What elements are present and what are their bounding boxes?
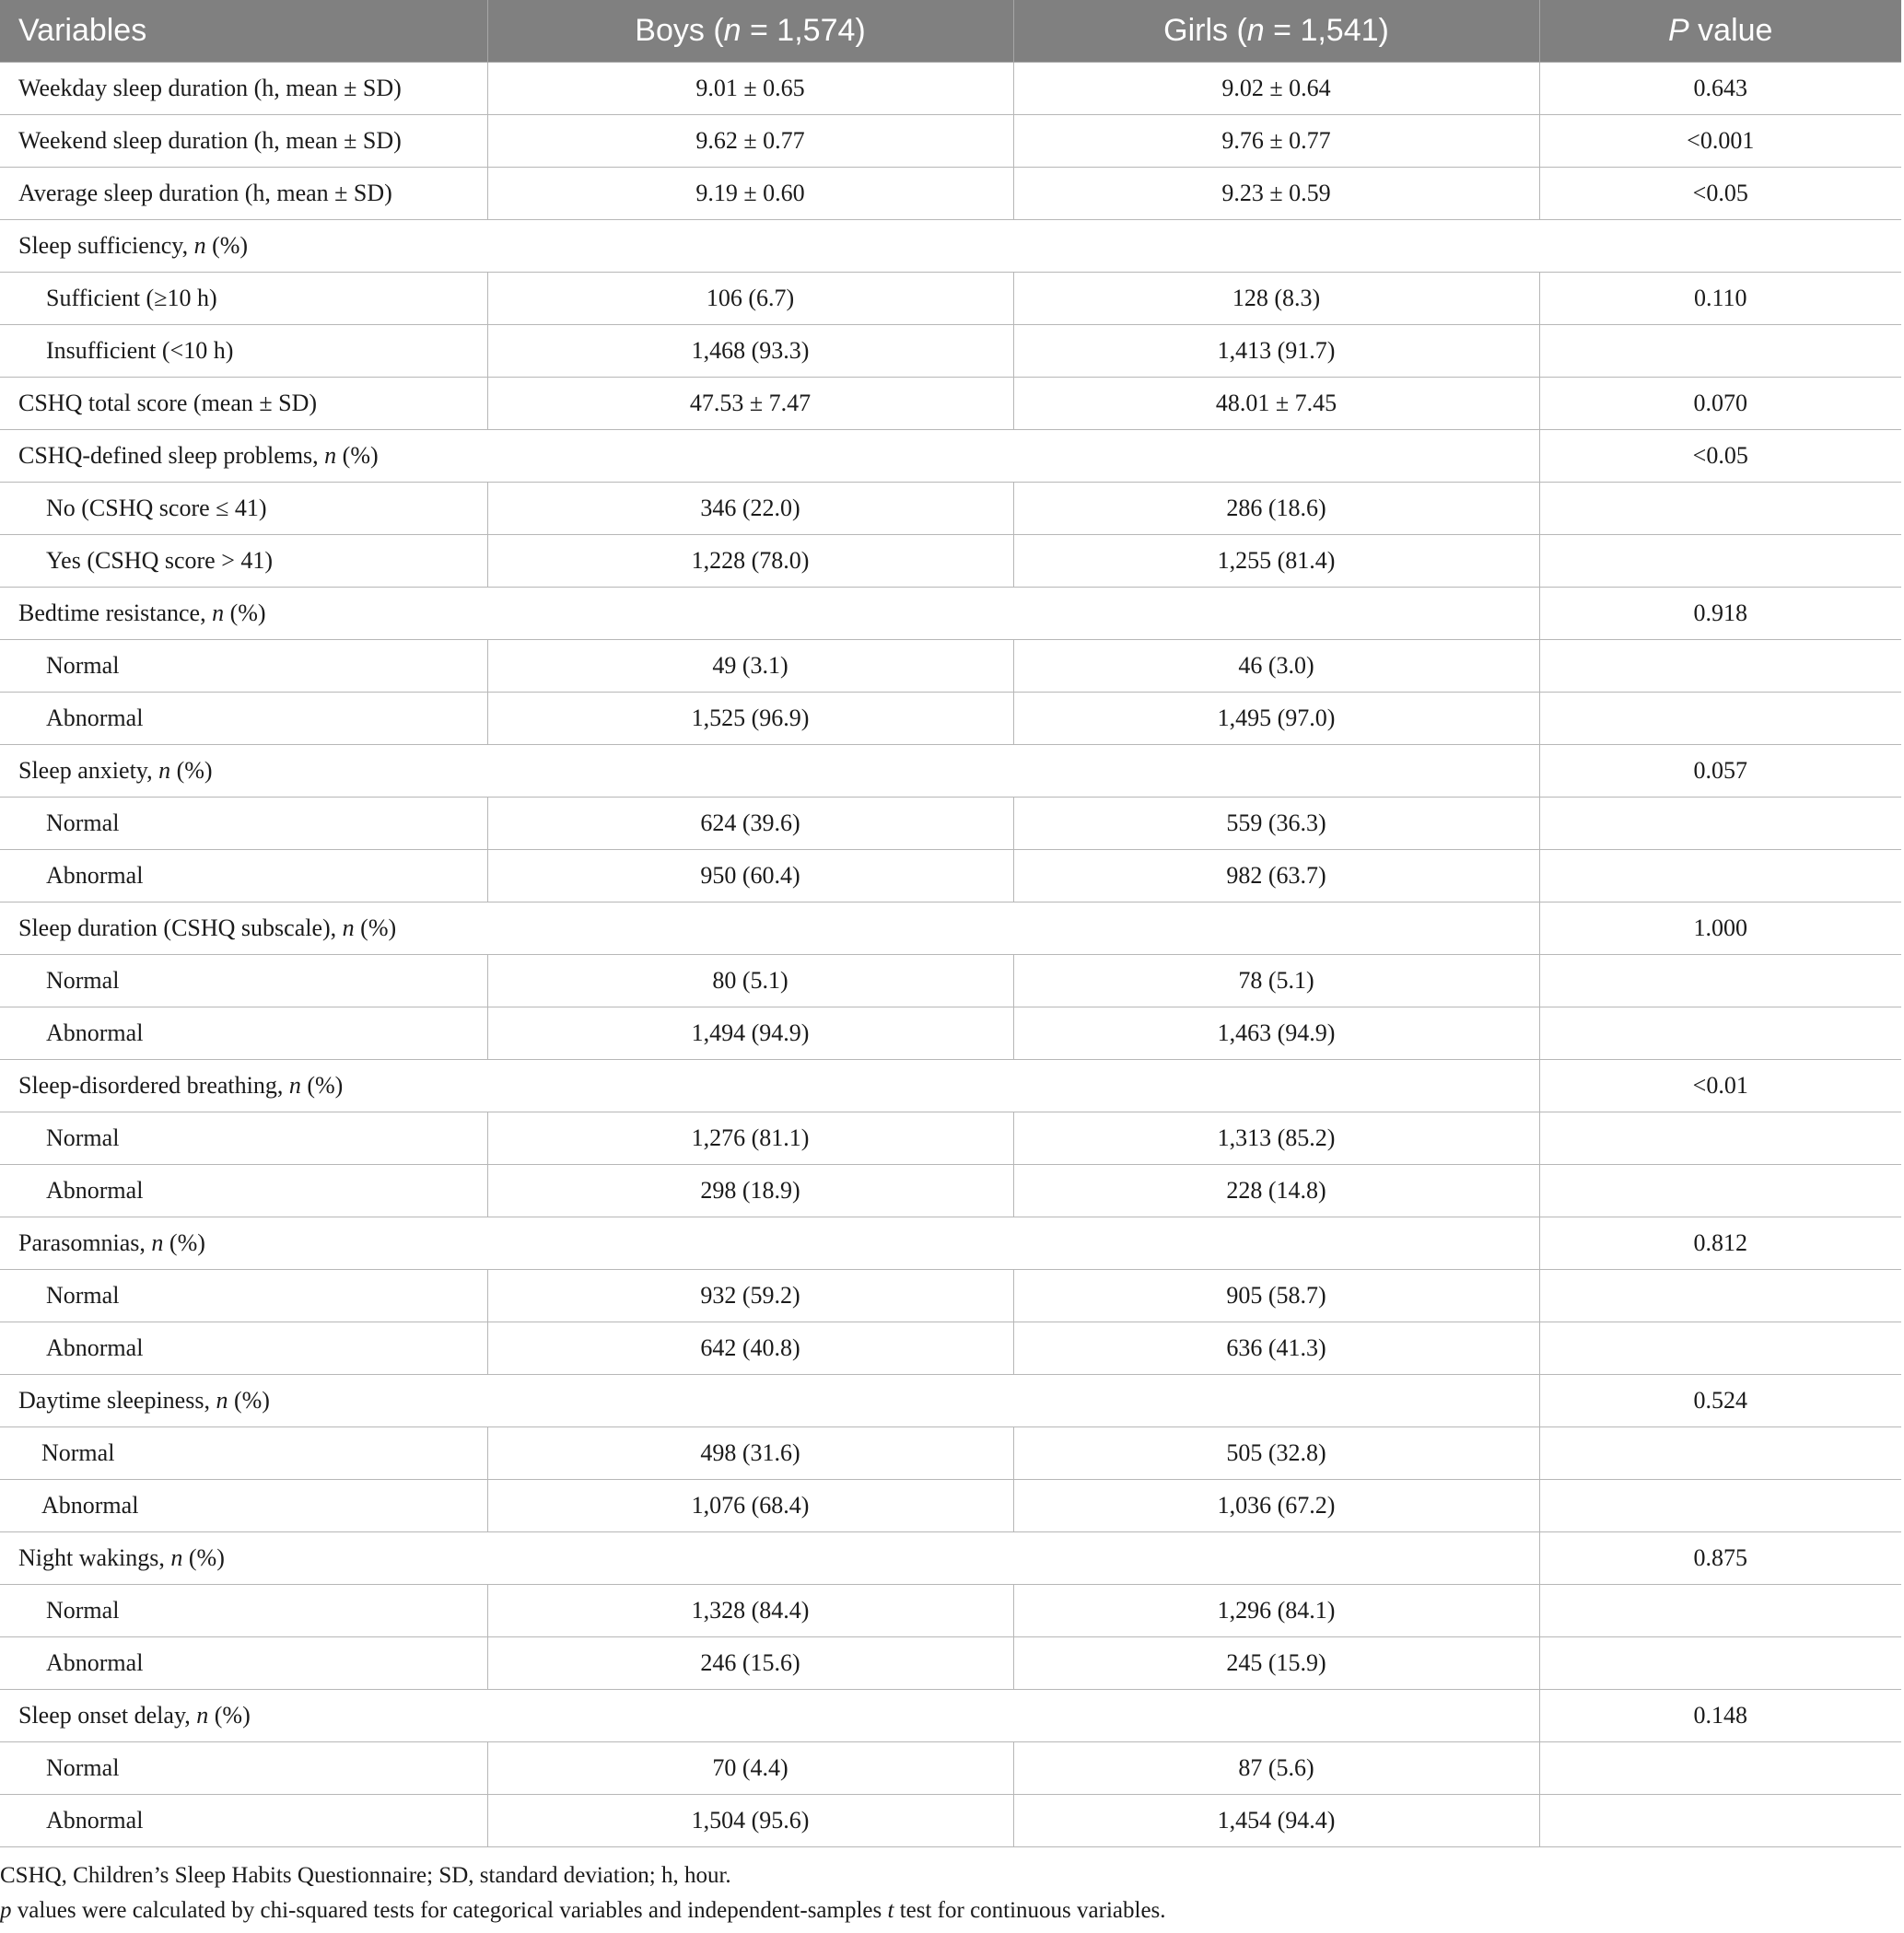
group-label: Sleep-disordered breathing, n (%) <box>0 1060 1539 1112</box>
boys-value: 1,328 (84.4) <box>487 1585 1013 1637</box>
boys-value: 1,468 (93.3) <box>487 325 1013 378</box>
table-row <box>0 1480 1901 1532</box>
row-label: Weekend sleep duration (h, mean ± SD) <box>0 115 487 168</box>
boys-value: 346 (22.0) <box>487 483 1013 535</box>
table-row <box>0 535 1901 588</box>
group-label: Sleep duration (CSHQ subscale), n (%) <box>0 902 1539 955</box>
row-label: Abnormal <box>0 1795 487 1847</box>
girls-value: 1,454 (94.4) <box>1013 1795 1539 1847</box>
p-value <box>1539 1270 1901 1322</box>
table-row <box>0 693 1901 745</box>
table-row <box>0 1427 1901 1480</box>
row-label: Yes (CSHQ score > 41) <box>0 535 487 588</box>
boys-value: 47.53 ± 7.47 <box>487 378 1013 430</box>
girls-value: 9.23 ± 0.59 <box>1013 168 1539 220</box>
row-label: Normal <box>0 1112 487 1165</box>
group-row-sleep-anxiety <box>0 745 1901 798</box>
p-value <box>1539 1480 1901 1532</box>
girls-value: 905 (58.7) <box>1013 1270 1539 1322</box>
p-value: <0.05 <box>1539 430 1901 483</box>
row-label: Abnormal <box>0 1322 487 1375</box>
table-row <box>0 273 1901 325</box>
boys-value: 80 (5.1) <box>487 955 1013 1007</box>
row-label: Abnormal <box>0 850 487 902</box>
group-label: CSHQ-defined sleep problems, n (%) <box>0 430 1539 483</box>
girls-value: 286 (18.6) <box>1013 483 1539 535</box>
group-row-daytime-sleepiness <box>0 1375 1901 1427</box>
boys-value: 70 (4.4) <box>487 1742 1013 1795</box>
row-label: Abnormal <box>0 693 487 745</box>
boys-value: 1,076 (68.4) <box>487 1480 1013 1532</box>
table-row <box>0 1270 1901 1322</box>
boys-value: 498 (31.6) <box>487 1427 1013 1480</box>
girls-value: 9.02 ± 0.64 <box>1013 63 1539 115</box>
girls-value: 46 (3.0) <box>1013 640 1539 693</box>
p-value: 0.918 <box>1539 588 1901 640</box>
table-row <box>0 640 1901 693</box>
girls-value: 128 (8.3) <box>1013 273 1539 325</box>
p-value <box>1539 1322 1901 1375</box>
row-label: Normal <box>0 1742 487 1795</box>
group-label: Bedtime resistance, n (%) <box>0 588 1539 640</box>
boys-value: 106 (6.7) <box>487 273 1013 325</box>
p-value <box>1539 535 1901 588</box>
girls-value: 559 (36.3) <box>1013 798 1539 850</box>
group-row-night-wakings <box>0 1532 1901 1585</box>
p-value <box>1539 1585 1901 1637</box>
p-value <box>1539 1427 1901 1480</box>
p-value <box>1539 955 1901 1007</box>
p-value: 0.110 <box>1539 273 1901 325</box>
girls-value: 1,413 (91.7) <box>1013 325 1539 378</box>
group-row-parasomnias <box>0 1217 1901 1270</box>
p-value <box>1539 1742 1901 1795</box>
boys-value: 932 (59.2) <box>487 1270 1013 1322</box>
table-row <box>0 1322 1901 1375</box>
boys-value: 624 (39.6) <box>487 798 1013 850</box>
table-row <box>0 1637 1901 1690</box>
row-label: Sufficient (≥10 h) <box>0 273 487 325</box>
header-p-value: P value <box>1539 0 1901 63</box>
group-row-sleep-onset-delay <box>0 1690 1901 1742</box>
girls-value: 228 (14.8) <box>1013 1165 1539 1217</box>
boys-value: 1,228 (78.0) <box>487 535 1013 588</box>
row-label: Normal <box>0 955 487 1007</box>
girls-value: 1,036 (67.2) <box>1013 1480 1539 1532</box>
row-label: No (CSHQ score ≤ 41) <box>0 483 487 535</box>
girls-value: 982 (63.7) <box>1013 850 1539 902</box>
p-value: <0.05 <box>1539 168 1901 220</box>
boys-value: 9.19 ± 0.60 <box>487 168 1013 220</box>
row-label: CSHQ total score (mean ± SD) <box>0 378 487 430</box>
row-label: Normal <box>0 1585 487 1637</box>
row-label: Normal <box>0 1270 487 1322</box>
table-row <box>0 63 1901 115</box>
row-label: Insufficient (<10 h) <box>0 325 487 378</box>
boys-value: 246 (15.6) <box>487 1637 1013 1690</box>
p-value <box>1539 798 1901 850</box>
boys-value: 1,494 (94.9) <box>487 1007 1013 1060</box>
boys-value: 9.01 ± 0.65 <box>487 63 1013 115</box>
girls-value: 245 (15.9) <box>1013 1637 1539 1690</box>
p-value: 0.643 <box>1539 63 1901 115</box>
header-girls: Girls (n = 1,541) <box>1013 0 1539 63</box>
table-footnotes <box>0 1858 1166 1928</box>
group-label: Sleep anxiety, n (%) <box>0 745 1539 798</box>
table-row <box>0 1585 1901 1637</box>
group-row-sleep-disordered-breathing <box>0 1060 1901 1112</box>
row-label: Abnormal <box>0 1007 487 1060</box>
p-value: 0.148 <box>1539 1690 1901 1742</box>
row-label: Average sleep duration (h, mean ± SD) <box>0 168 487 220</box>
p-value <box>1539 483 1901 535</box>
p-value: 0.057 <box>1539 745 1901 798</box>
row-label: Abnormal <box>0 1480 487 1532</box>
girls-value: 505 (32.8) <box>1013 1427 1539 1480</box>
p-value <box>1539 1165 1901 1217</box>
girls-value: 1,495 (97.0) <box>1013 693 1539 745</box>
row-label: Normal <box>0 798 487 850</box>
table-row <box>0 850 1901 902</box>
group-row-sleep-sufficiency <box>0 220 1901 273</box>
p-value <box>1539 1112 1901 1165</box>
boys-value: 1,276 (81.1) <box>487 1112 1013 1165</box>
row-label: Normal <box>0 640 487 693</box>
header-variables: Variables <box>0 0 487 63</box>
table-row <box>0 168 1901 220</box>
footnote-abbreviations: CSHQ, Children’s Sleep Habits Questionnaire; SD, standard deviation; h, hour. <box>0 1863 731 1888</box>
p-value <box>1539 850 1901 902</box>
table-row <box>0 955 1901 1007</box>
table-row <box>0 1795 1901 1847</box>
row-label: Abnormal <box>0 1165 487 1217</box>
group-row-bedtime-resistance <box>0 588 1901 640</box>
p-value: 0.524 <box>1539 1375 1901 1427</box>
boys-value: 950 (60.4) <box>487 850 1013 902</box>
table-row <box>0 115 1901 168</box>
boys-value: 642 (40.8) <box>487 1322 1013 1375</box>
row-label: Abnormal <box>0 1637 487 1690</box>
girls-value: 1,296 (84.1) <box>1013 1585 1539 1637</box>
p-value <box>1539 1007 1901 1060</box>
girls-value: 48.01 ± 7.45 <box>1013 378 1539 430</box>
table-row <box>0 483 1901 535</box>
table-row <box>0 1742 1901 1795</box>
p-value <box>1539 1637 1901 1690</box>
p-value: 1.000 <box>1539 902 1901 955</box>
girls-value: 87 (5.6) <box>1013 1742 1539 1795</box>
p-value: <0.001 <box>1539 115 1901 168</box>
girls-value: 636 (41.3) <box>1013 1322 1539 1375</box>
row-label: Normal <box>0 1427 487 1480</box>
table-row <box>0 1165 1901 1217</box>
p-value: 0.070 <box>1539 378 1901 430</box>
p-value <box>1539 693 1901 745</box>
girls-value: 1,463 (94.9) <box>1013 1007 1539 1060</box>
boys-value: 49 (3.1) <box>487 640 1013 693</box>
girls-value: 9.76 ± 0.77 <box>1013 115 1539 168</box>
group-row-sleep-duration-subscale <box>0 902 1901 955</box>
table-row <box>0 1007 1901 1060</box>
girls-value: 1,313 (85.2) <box>1013 1112 1539 1165</box>
group-label: Sleep onset delay, n (%) <box>0 1690 1539 1742</box>
table-row <box>0 378 1901 430</box>
header-boys: Boys (n = 1,574) <box>487 0 1013 63</box>
p-value: 0.812 <box>1539 1217 1901 1270</box>
group-row-cshq-sleep-problems <box>0 430 1901 483</box>
girls-value: 1,255 (81.4) <box>1013 535 1539 588</box>
table-row <box>0 325 1901 378</box>
p-value: 0.875 <box>1539 1532 1901 1585</box>
footnote-statistics: p values were calculated by chi-squared tests for categorical variables and independent-samples t test for continuous variables. <box>0 1898 1166 1923</box>
boys-value: 1,525 (96.9) <box>487 693 1013 745</box>
boys-value: 1,504 (95.6) <box>487 1795 1013 1847</box>
group-label: Daytime sleepiness, n (%) <box>0 1375 1539 1427</box>
boys-value: 9.62 ± 0.77 <box>487 115 1013 168</box>
boys-value: 298 (18.9) <box>487 1165 1013 1217</box>
table-row <box>0 798 1901 850</box>
p-value <box>1539 640 1901 693</box>
group-label: Parasomnias, n (%) <box>0 1217 1539 1270</box>
girls-value: 78 (5.1) <box>1013 955 1539 1007</box>
group-label: Sleep sufficiency, n (%) <box>0 220 1901 273</box>
group-label: Night wakings, n (%) <box>0 1532 1539 1585</box>
table-row <box>0 1112 1901 1165</box>
row-label: Weekday sleep duration (h, mean ± SD) <box>0 63 487 115</box>
p-value <box>1539 325 1901 378</box>
p-value: <0.01 <box>1539 1060 1901 1112</box>
table-header-row <box>0 0 1901 63</box>
p-value <box>1539 1795 1901 1847</box>
